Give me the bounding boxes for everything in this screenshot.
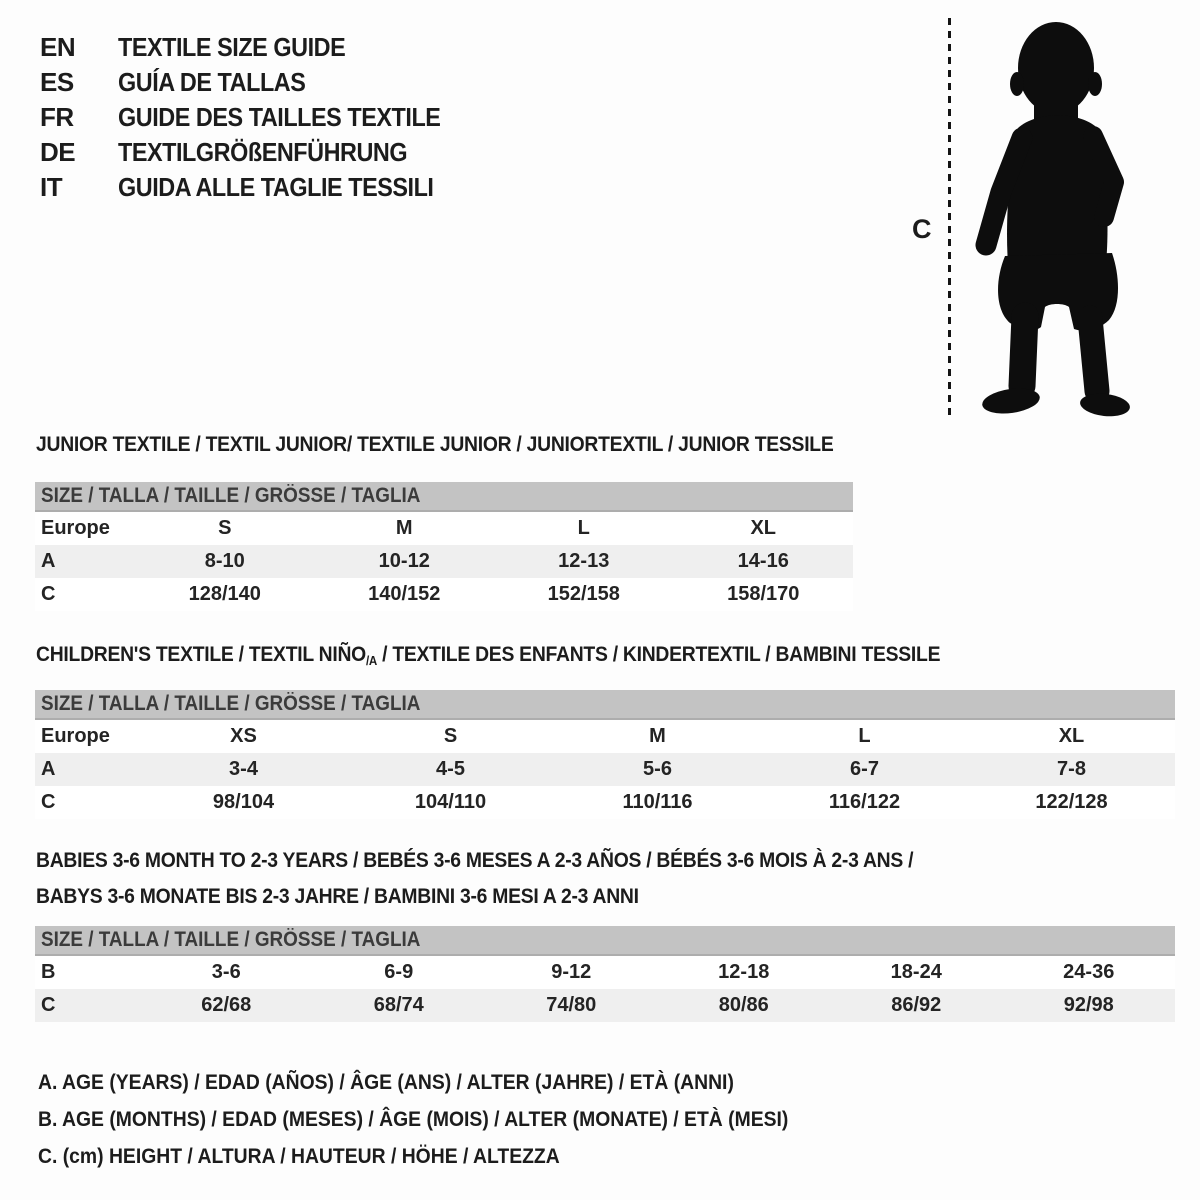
row-label: C: [41, 583, 56, 605]
row-label: Europe: [41, 517, 110, 539]
table-cell: 18-24: [890, 961, 942, 983]
row-label: Europe: [41, 725, 110, 747]
size-header-text: SIZE / TALLA / TAILLE / GRÖSSE / TAGLIA: [41, 484, 421, 507]
legend-line-b: [38, 1101, 872, 1138]
language-code: DE: [40, 137, 76, 167]
junior-section-title-text: JUNIOR TEXTILE / TEXTIL JUNIOR/ TEXTILE JUNIOR / JUNIORTEXTIL / JUNIOR TESSILE: [36, 432, 834, 456]
table-row: [35, 786, 1175, 819]
language-code: FR: [40, 102, 74, 132]
toddler-silhouette-illustration: [972, 16, 1142, 421]
table-cell: 74/80: [546, 994, 597, 1016]
table-row: [35, 753, 1175, 786]
children-table: [35, 690, 1175, 819]
babies-section-title-line2: [36, 884, 706, 909]
table-cell: S: [218, 517, 232, 539]
children-title-subscript: /A: [365, 652, 378, 668]
legend-line-c: [38, 1138, 872, 1175]
junior-section-title: [36, 432, 922, 457]
children-section-title-text: [36, 642, 940, 668]
table-cell: 24-36: [1063, 961, 1115, 983]
table-cell: 158/170: [727, 583, 800, 605]
table-cell: M: [395, 517, 413, 539]
table-row: [35, 545, 853, 578]
table-cell: 62/68: [201, 994, 252, 1016]
legend-line-a-text: A. AGE (YEARS) / EDAD (AÑOS) / ÂGE (ANS) / ALTER (JAHRE) / ETÀ (ANNI): [38, 1070, 734, 1094]
table-cell: 98/104: [212, 791, 275, 813]
row-label: C: [41, 791, 56, 813]
language-row: [40, 30, 476, 65]
table-cell: 86/92: [891, 994, 942, 1016]
language-row: [40, 100, 476, 135]
table-cell: 104/110: [414, 791, 487, 813]
row-label: C: [41, 994, 56, 1016]
junior-table: [35, 482, 853, 611]
table-cell: 116/122: [828, 791, 901, 813]
table-cell: 128/140: [188, 583, 261, 605]
table-cell: 68/74: [373, 994, 424, 1016]
language-code: EN: [40, 32, 76, 62]
table-cell: 3-4: [229, 758, 258, 780]
height-measure-dashed-line: [948, 18, 951, 416]
legend-line-a: [38, 1064, 872, 1101]
table-cell: XL: [1058, 725, 1085, 747]
table-cell: M: [649, 725, 666, 747]
table-cell: 92/98: [1063, 994, 1114, 1016]
table-cell: 5-6: [643, 758, 672, 780]
table-cell: XS: [230, 725, 257, 747]
row-label: A: [41, 550, 56, 572]
children-title-pre: CHILDREN'S TEXTILE / TEXTIL NIÑO: [36, 642, 366, 666]
language-code: IT: [40, 172, 63, 202]
table-cell: 152/158: [547, 583, 620, 605]
junior-size-header-bar: [35, 482, 853, 512]
table-cell: 122/128: [1035, 791, 1108, 813]
language-row: [40, 135, 476, 170]
table-cell: 140/152: [368, 583, 441, 605]
table-cell: XL: [750, 517, 777, 539]
table-cell: 8-10: [204, 550, 245, 572]
language-title: GUIDE DES TAILLES TEXTILE: [118, 102, 441, 132]
children-title-post: / TEXTILE DES ENFANTS / KINDERTEXTIL / BAMBINI TESSILE: [377, 642, 941, 666]
table-row: [35, 956, 1175, 989]
table-cell: 6-9: [384, 961, 414, 983]
table-cell: 80/86: [718, 994, 769, 1016]
table-cell: S: [443, 725, 458, 747]
table-row: [35, 989, 1175, 1022]
table-cell: 7-8: [1057, 758, 1086, 780]
measure-label-c: C: [912, 214, 932, 244]
language-list: [40, 30, 476, 205]
table-cell: 110/116: [622, 791, 693, 813]
table-cell: 12-13: [558, 550, 610, 572]
size-header-text: SIZE / TALLA / TAILLE / GRÖSSE / TAGLIA: [41, 928, 421, 951]
legend-line-c-text: C. (cm) HEIGHT / ALTURA / HAUTEUR / HÖHE / ALTEZZA: [38, 1144, 560, 1168]
table-cell: 3-6: [211, 961, 241, 983]
table-cell: 10-12: [378, 550, 430, 572]
babies-table: [35, 926, 1175, 1022]
table-cell: 6-7: [850, 758, 879, 780]
size-header-text: SIZE / TALLA / TAILLE / GRÖSSE / TAGLIA: [41, 692, 421, 715]
language-row: [40, 65, 476, 100]
children-size-header-bar: [35, 690, 1175, 720]
children-section-title: [36, 642, 1041, 668]
table-cell: L: [858, 725, 871, 747]
table-row: [35, 720, 1175, 753]
language-title: TEXTILGRÖßENFÜHRUNG: [118, 137, 408, 167]
legend-line-b-text: B. AGE (MONTHS) / EDAD (MESES) / ÂGE (MOIS) / ALTER (MONATE) / ETÀ (MESI): [38, 1107, 789, 1131]
babies-size-header-bar: [35, 926, 1175, 956]
row-label: A: [41, 758, 56, 780]
language-code: ES: [40, 67, 74, 97]
measurement-legend: [38, 1064, 872, 1175]
language-title: TEXTILE SIZE GUIDE: [118, 32, 346, 62]
table-cell: 9-12: [551, 961, 592, 983]
babies-section-title-line1: [36, 848, 1011, 873]
table-cell: 4-5: [436, 758, 465, 780]
language-title: GUIDA ALLE TAGLIE TESSILI: [118, 172, 434, 202]
table-cell: L: [577, 517, 590, 539]
row-label: B: [41, 961, 56, 983]
table-cell: 14-16: [737, 550, 789, 572]
table-row: [35, 578, 853, 611]
table-row: [35, 512, 853, 545]
language-row: [40, 170, 476, 205]
language-title: GUÍA DE TALLAS: [118, 67, 306, 97]
table-cell: 12-18: [718, 961, 770, 983]
babies-section-title-line1-text: BABIES 3-6 MONTH TO 2-3 YEARS / BEBÉS 3-6 MESES A 2-3 AÑOS / BÉBÉS 3-6 MOIS À 2-3 ANS /: [36, 848, 914, 872]
babies-section-title-line2-text: BABYS 3-6 MONATE BIS 2-3 JAHRE / BAMBINI 3-6 MESI A 2-3 ANNI: [36, 884, 639, 908]
